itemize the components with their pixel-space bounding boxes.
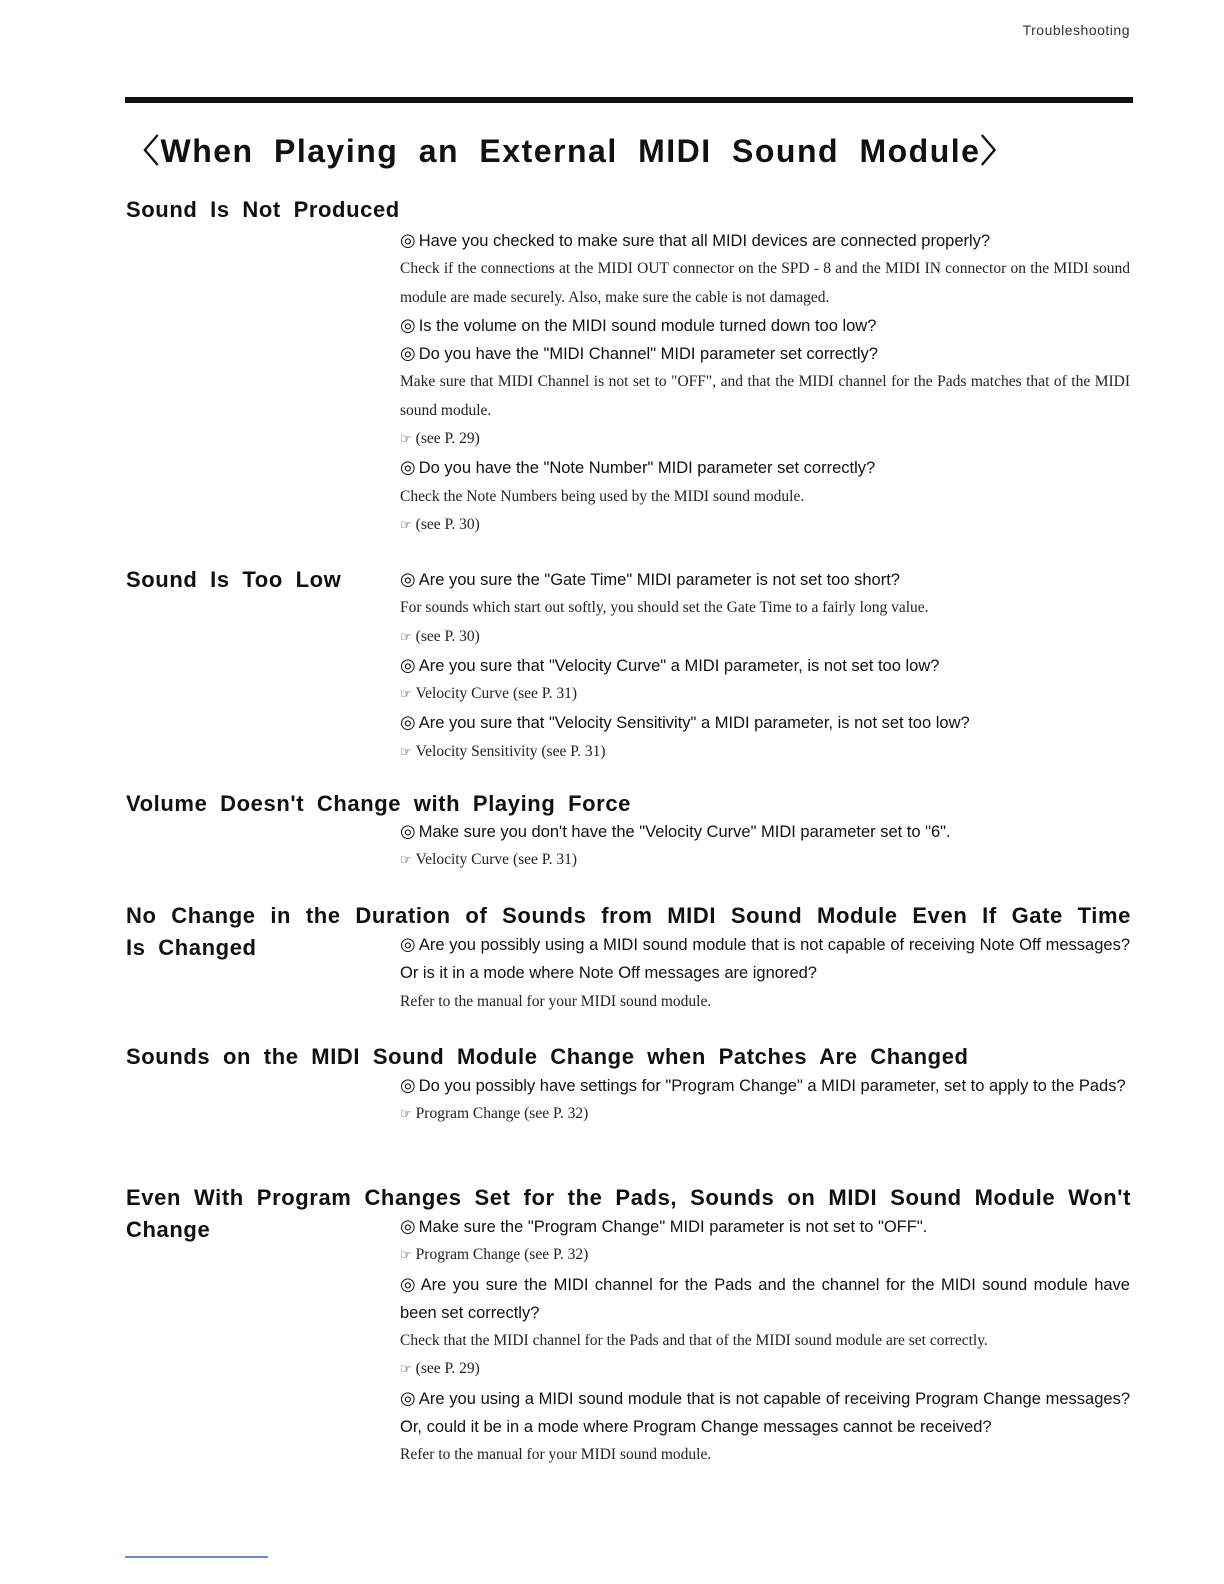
question-line bbox=[400, 454, 1130, 482]
note-line: Refer to the manual for your MIDI sound module. bbox=[400, 1446, 712, 1464]
question-text: Make sure you don't have the "Velocity Curve" MIDI parameter set to "6". bbox=[418, 823, 951, 841]
bullet-icon: ◎ bbox=[400, 343, 416, 365]
note-line: Check the Note Numbers being used by the MIDI sound module. bbox=[400, 487, 805, 505]
question-line bbox=[400, 566, 1130, 594]
question-line bbox=[400, 931, 1130, 988]
reference-line bbox=[400, 623, 1130, 652]
bullet-icon: ◎ bbox=[400, 712, 416, 734]
running-header: Troubleshooting bbox=[1022, 22, 1130, 38]
reference-line bbox=[400, 1355, 1130, 1384]
bullet-icon: ◎ bbox=[400, 1216, 416, 1237]
section-title-sounds-change-patches: Sounds on the MIDI Sound Module Change when Patches Are Changed bbox=[126, 1044, 969, 1069]
pointing-hand-icon: ☞ bbox=[400, 1362, 412, 1378]
question-line bbox=[400, 312, 1130, 340]
question-line bbox=[400, 652, 1130, 680]
note-line: Refer to the manual for your MIDI sound module. bbox=[400, 992, 712, 1010]
pointing-hand-icon: ☞ bbox=[400, 629, 412, 645]
question-line bbox=[400, 340, 1130, 368]
pointing-hand-icon: ☞ bbox=[400, 744, 412, 760]
pointing-hand-icon: ☞ bbox=[400, 432, 412, 448]
pointing-hand-icon: ☞ bbox=[400, 517, 412, 533]
reference-text: Velocity Curve (see P. 31) bbox=[415, 851, 578, 869]
reference-text: (see P. 30) bbox=[415, 627, 480, 645]
section-body-no-change-duration bbox=[400, 931, 1130, 1016]
question-text: Are you possibly using a MIDI sound module that is not capable of receiving Note Off messages? Or is it in a mode where Note Off messages are ignored? bbox=[400, 936, 1130, 983]
bullet-icon: ◎ bbox=[400, 821, 416, 842]
reference-line bbox=[400, 425, 1130, 454]
bullet-icon: ◎ bbox=[400, 314, 416, 336]
bullet-icon: ◎ bbox=[400, 934, 416, 955]
note-line: For sounds which start out softly, you should set the Gate Time to a fairly long value. bbox=[400, 599, 929, 617]
reference-line bbox=[400, 680, 1130, 709]
section-title-sound-too-low: Sound Is Too Low bbox=[126, 567, 342, 592]
reference-line bbox=[400, 846, 1130, 875]
reference-line bbox=[400, 1100, 1130, 1129]
bullet-icon: ◎ bbox=[400, 1273, 418, 1295]
pointing-hand-icon: ☞ bbox=[400, 1248, 412, 1264]
question-line bbox=[400, 1213, 1130, 1241]
reference-line bbox=[400, 738, 1130, 767]
section-title-no-change-duration: No Change in the Duration of Sounds from MIDI Sound Module Even If Gate Time Is Changed bbox=[126, 903, 1131, 960]
section-title-program-changes-wont-change: Even With Program Changes Set for the Pads, Sounds on MIDI Sound Module Won't Change bbox=[126, 1185, 1131, 1242]
question-line bbox=[400, 818, 1130, 846]
question-text: Do you have the "Note Number" MIDI parameter set correctly? bbox=[418, 459, 876, 478]
note-line: Check that the MIDI channel for the Pads and that of the MIDI sound module are set correctly. bbox=[400, 1332, 988, 1350]
bullet-icon: ◎ bbox=[400, 654, 416, 676]
bullet-icon: ◎ bbox=[400, 569, 416, 590]
reference-text: (see P. 29) bbox=[415, 430, 480, 448]
footer-rule bbox=[125, 1556, 268, 1558]
question-line bbox=[400, 1385, 1130, 1442]
question-text: Is the volume on the MIDI sound module turned down too low? bbox=[418, 316, 877, 335]
question-text: Are you using a MIDI sound module that is not capable of receiving Program Change messages? Or, could it be in a mode where Program Change messages cannot be received? bbox=[400, 1389, 1130, 1437]
reference-text: Program Change (see P. 32) bbox=[415, 1246, 589, 1264]
section-body-sound-not-produced bbox=[400, 227, 1130, 540]
reference-text: (see P. 30) bbox=[415, 515, 480, 533]
bullet-icon: ◎ bbox=[400, 1387, 416, 1409]
question-text: Have you checked to make sure that all MIDI devices are connected properly? bbox=[418, 232, 991, 250]
question-text: Are you sure the "Gate Time" MIDI parameter is not set too short? bbox=[418, 571, 900, 589]
bullet-icon: ◎ bbox=[400, 230, 416, 251]
pointing-hand-icon: ☞ bbox=[400, 853, 412, 869]
question-text: Do you have the "MIDI Channel" MIDI parameter set correctly? bbox=[418, 345, 878, 364]
question-text: Make sure the "Program Change" MIDI parameter is not set to "OFF". bbox=[418, 1218, 928, 1236]
bullet-icon: ◎ bbox=[400, 457, 416, 479]
question-text: Are you sure that "Velocity Curve" a MIDI parameter, is not set too low? bbox=[418, 656, 940, 675]
reference-text: Program Change (see P. 32) bbox=[415, 1105, 589, 1123]
reference-text: (see P. 29) bbox=[415, 1360, 480, 1378]
section-title-volume-doesnt-change: Volume Doesn't Change with Playing Force bbox=[126, 791, 631, 816]
question-text: Do you possibly have settings for "Program Change" a MIDI parameter, set to apply to the Pads? bbox=[418, 1077, 1126, 1095]
pointing-hand-icon: ☞ bbox=[400, 1107, 412, 1123]
section-title-sound-not-produced: Sound Is Not Produced bbox=[126, 197, 400, 222]
reference-line bbox=[400, 511, 1130, 540]
bullet-icon: ◎ bbox=[400, 1075, 416, 1096]
question-line bbox=[400, 1271, 1130, 1328]
note-line: Check if the connections at the MIDI OUT connector on the SPD - 8 and the MIDI IN connector on the MIDI sound module are made securely. Also, make sure the cable is not damaged. bbox=[400, 260, 1130, 306]
question-line bbox=[400, 709, 1130, 737]
page-title: 〈When Playing an External MIDI Sound Module〉 bbox=[127, 133, 1014, 169]
top-rule bbox=[125, 97, 1133, 103]
question-line bbox=[400, 227, 1130, 255]
section-body-sounds-change-patches bbox=[400, 1072, 1130, 1130]
note-line: Make sure that MIDI Channel is not set to "OFF", and that the MIDI channel for the Pads matches that of the MIDI sound module. bbox=[400, 373, 1130, 419]
question-text: Are you sure the MIDI channel for the Pads and the channel for the MIDI sound module have been set correctly? bbox=[400, 1275, 1130, 1322]
section-body-volume-doesnt-change bbox=[400, 818, 1130, 876]
reference-text: Velocity Sensitivity (see P. 31) bbox=[415, 742, 606, 760]
question-text: Are you sure that "Velocity Sensitivity" a MIDI parameter, is not set too low? bbox=[418, 714, 970, 733]
section-body-program-changes-wont-change bbox=[400, 1213, 1130, 1470]
pointing-hand-icon: ☞ bbox=[400, 687, 412, 703]
section-body-sound-too-low bbox=[400, 566, 1130, 767]
reference-line bbox=[400, 1241, 1130, 1270]
question-line bbox=[400, 1072, 1130, 1100]
reference-text: Velocity Curve (see P. 31) bbox=[415, 685, 578, 703]
